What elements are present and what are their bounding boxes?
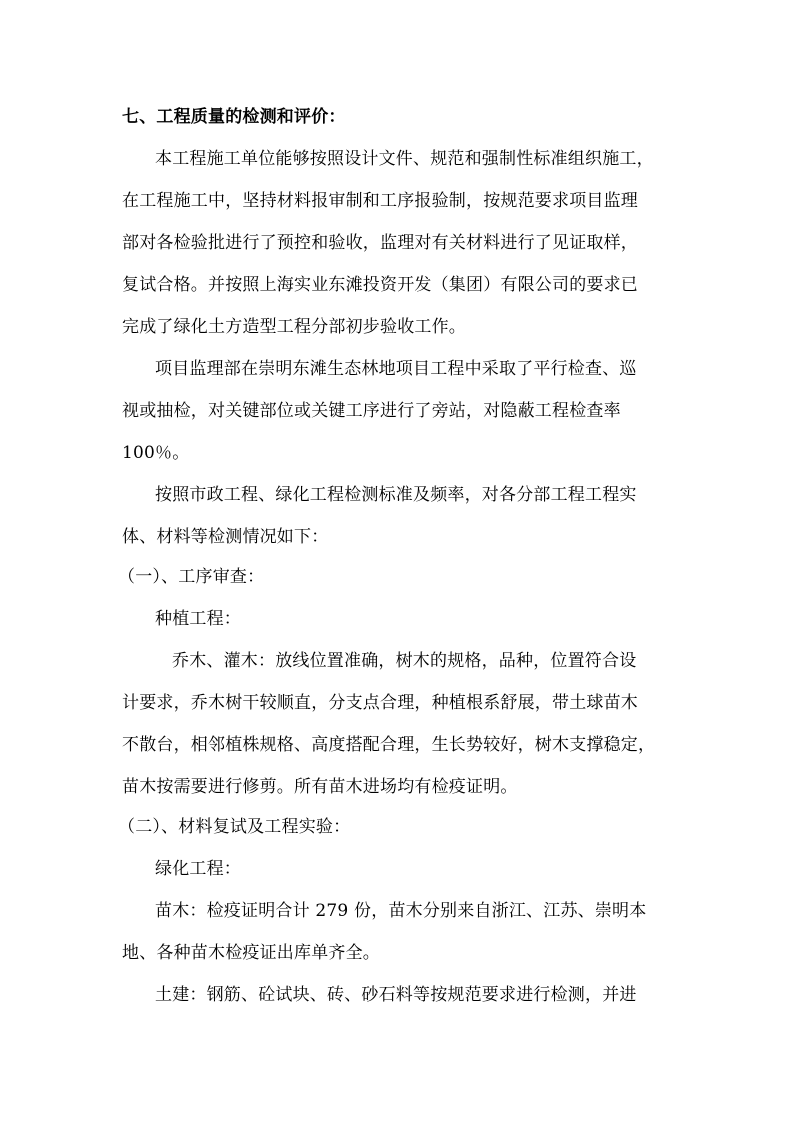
section-1-line-4: 苗木按需要进行修剪。所有苗木进场均有检疫证明。 — [122, 777, 518, 797]
section-1-subtitle: 种植工程： — [155, 609, 241, 629]
paragraph-1-line-2: 在工程施工中，坚持材料报审制和工序报验制，按规范要求项目监理 — [122, 191, 638, 211]
seedlings-line-1: 苗木：检疫证明合计 279 份，苗木分别来自浙江、江苏、崇明本 — [155, 901, 647, 921]
section-heading: 七、工程质量的检测和评价： — [122, 107, 346, 127]
paragraph-1-line-5: 完成了绿化土方造型工程分部初步验收工作。 — [122, 317, 466, 337]
paragraph-2-line-2: 视或抽检，对关键部位或关键工序进行了旁站，对隐蔽工程检查率 — [122, 401, 621, 421]
paragraph-1-line-3: 部对各检验批进行了预控和验收，监理对有关材料进行了见证取样， — [122, 233, 638, 253]
section-1-line-1: 乔木、灌木：放线位置准确，树木的规格，品种，位置符合设 — [172, 651, 637, 671]
paragraph-2-line-1: 项目监理部在崇明东滩生态林地项目工程中采取了平行检查、巡 — [155, 359, 637, 379]
paragraph-2-line-3: 100％。 — [122, 443, 190, 463]
seedlings-line-2: 地、各种苗木检疫证出库单齐全。 — [122, 943, 380, 963]
section-1-line-3: 不散台，相邻植株规格、高度搭配合理，生长势较好，树木支撑稳定， — [122, 735, 656, 755]
paragraph-1-line-1: 本工程施工单位能够按照设计文件、规范和强制性标准组织施工， — [155, 149, 654, 169]
section-1-title: （一）、工序审查： — [118, 567, 265, 587]
section-2-subtitle: 绿化工程： — [155, 859, 241, 879]
civil-line-1: 土建：钢筋、砼试块、砖、砂石料等按规范要求进行检测，并进 — [155, 985, 637, 1005]
section-2-title: （二）、材料复试及工程实验： — [118, 817, 351, 837]
section-1-line-2: 计要求，乔木树干较顺直，分支点合理，种植根系舒展，带土球苗木 — [122, 693, 638, 713]
paragraph-1-line-4: 复试合格。并按照上海实业东滩投资开发（集团）有限公司的要求已 — [122, 275, 638, 295]
paragraph-3-line-2: 体、材料等检测情况如下： — [122, 527, 329, 547]
paragraph-3-line-1: 按照市政工程、绿化工程检测标准及频率，对各分部工程工程实 — [155, 485, 637, 505]
